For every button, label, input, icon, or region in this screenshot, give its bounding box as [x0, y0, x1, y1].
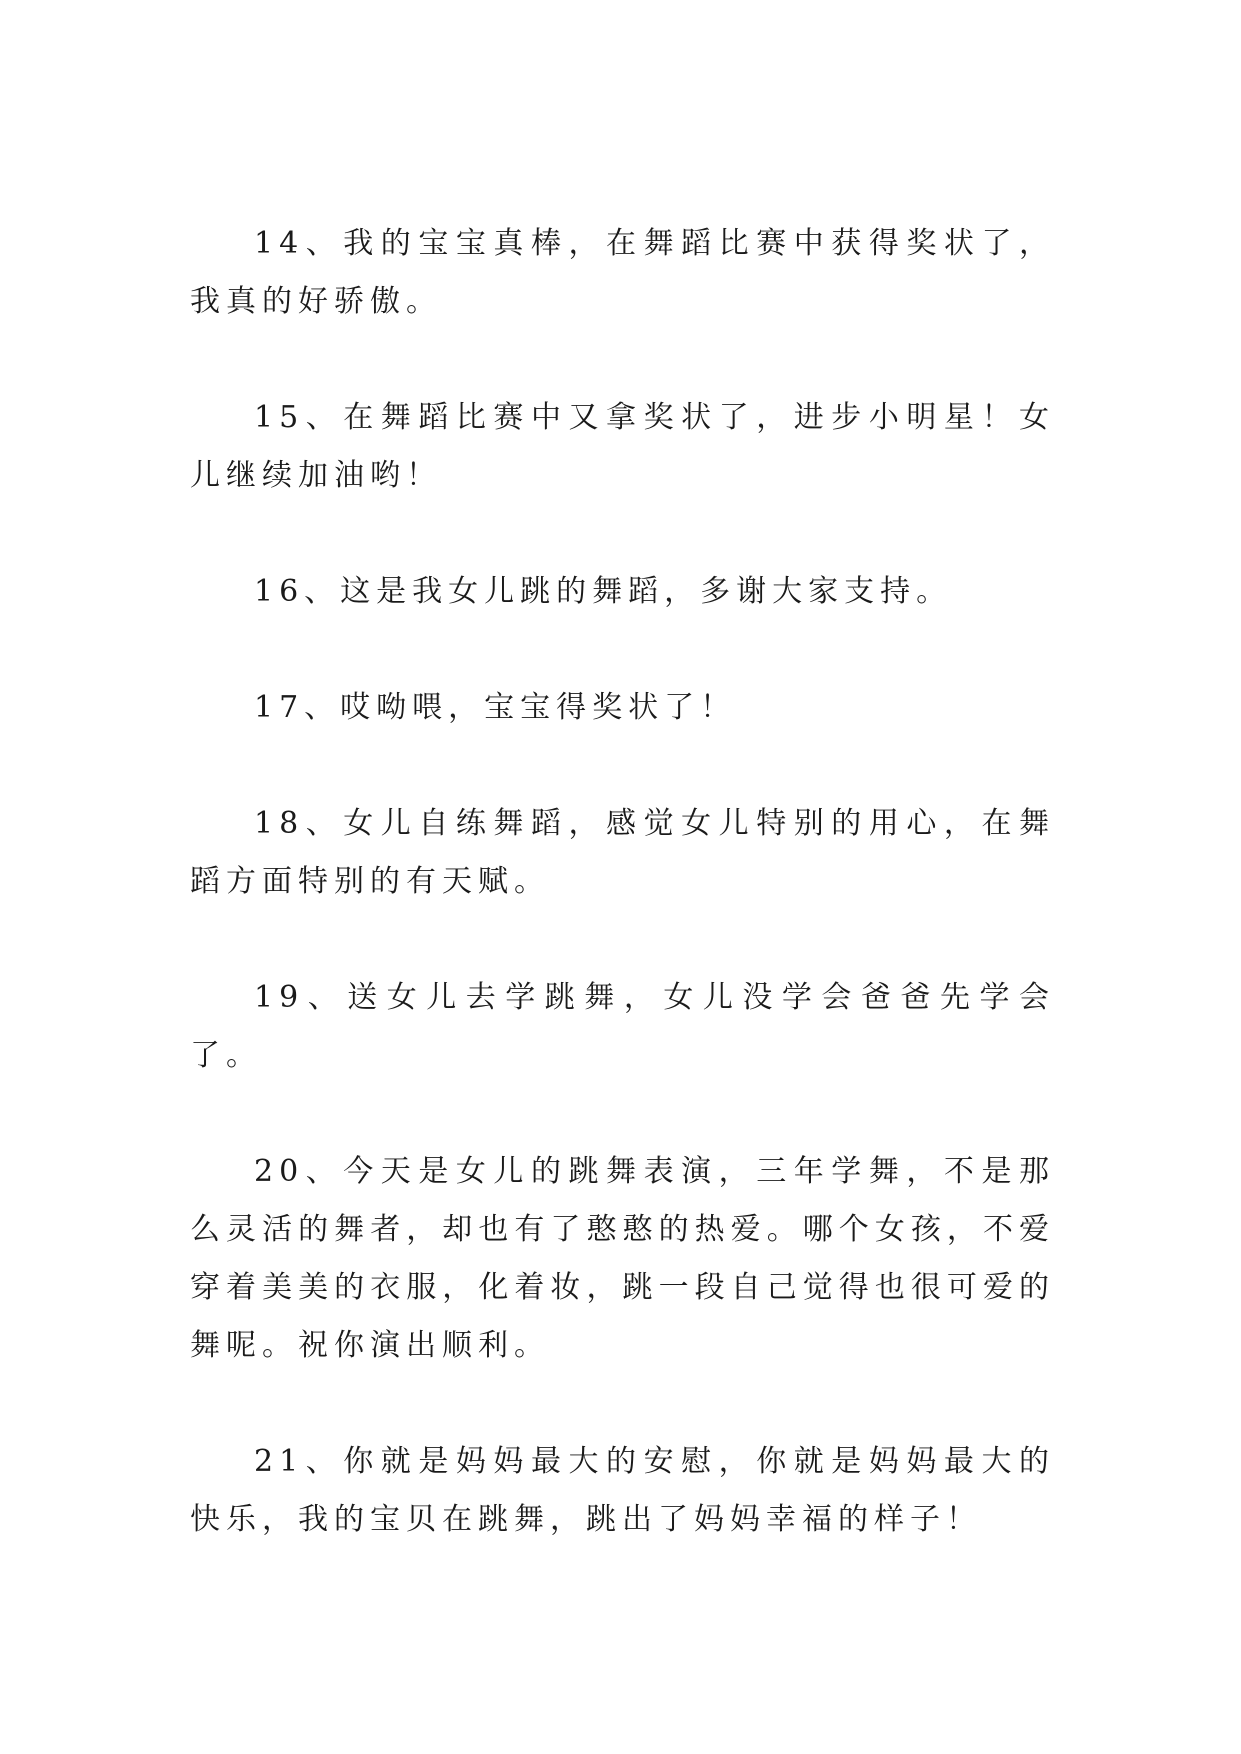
paragraph-18: 18、女儿自练舞蹈，感觉女儿特别的用心，在舞蹈方面特别的有天赋。 — [190, 806, 1055, 899]
document-body — [190, 215, 1055, 1607]
paragraph-16: 16、这是我女儿跳的舞蹈，多谢大家支持。 — [254, 574, 953, 609]
paragraph-20: 20、今天是女儿的跳舞表演，三年学舞，不是那么灵活的舞者，却也有了憨憨的热爱。哪个女孩，不爱穿着美美的衣服，化着妆，跳一段自己觉得也很可爱的舞呢。祝你演出顺利。 — [190, 1154, 1055, 1363]
paragraph-19: 19、送女儿去学跳舞，女儿没学会爸爸先学会了。 — [190, 980, 1055, 1073]
paragraph-15: 15、在舞蹈比赛中又拿奖状了，进步小明星！女儿继续加油哟！ — [190, 400, 1055, 493]
paragraph-21: 21、你就是妈妈最大的安慰，你就是妈妈最大的快乐，我的宝贝在跳舞，跳出了妈妈幸福的样子！ — [190, 1444, 1055, 1537]
paragraph-14: 14、我的宝宝真棒，在舞蹈比赛中获得奖状了，我真的好骄傲。 — [190, 226, 1055, 319]
paragraph-17: 17、哎呦喂，宝宝得奖状了！ — [254, 690, 737, 725]
